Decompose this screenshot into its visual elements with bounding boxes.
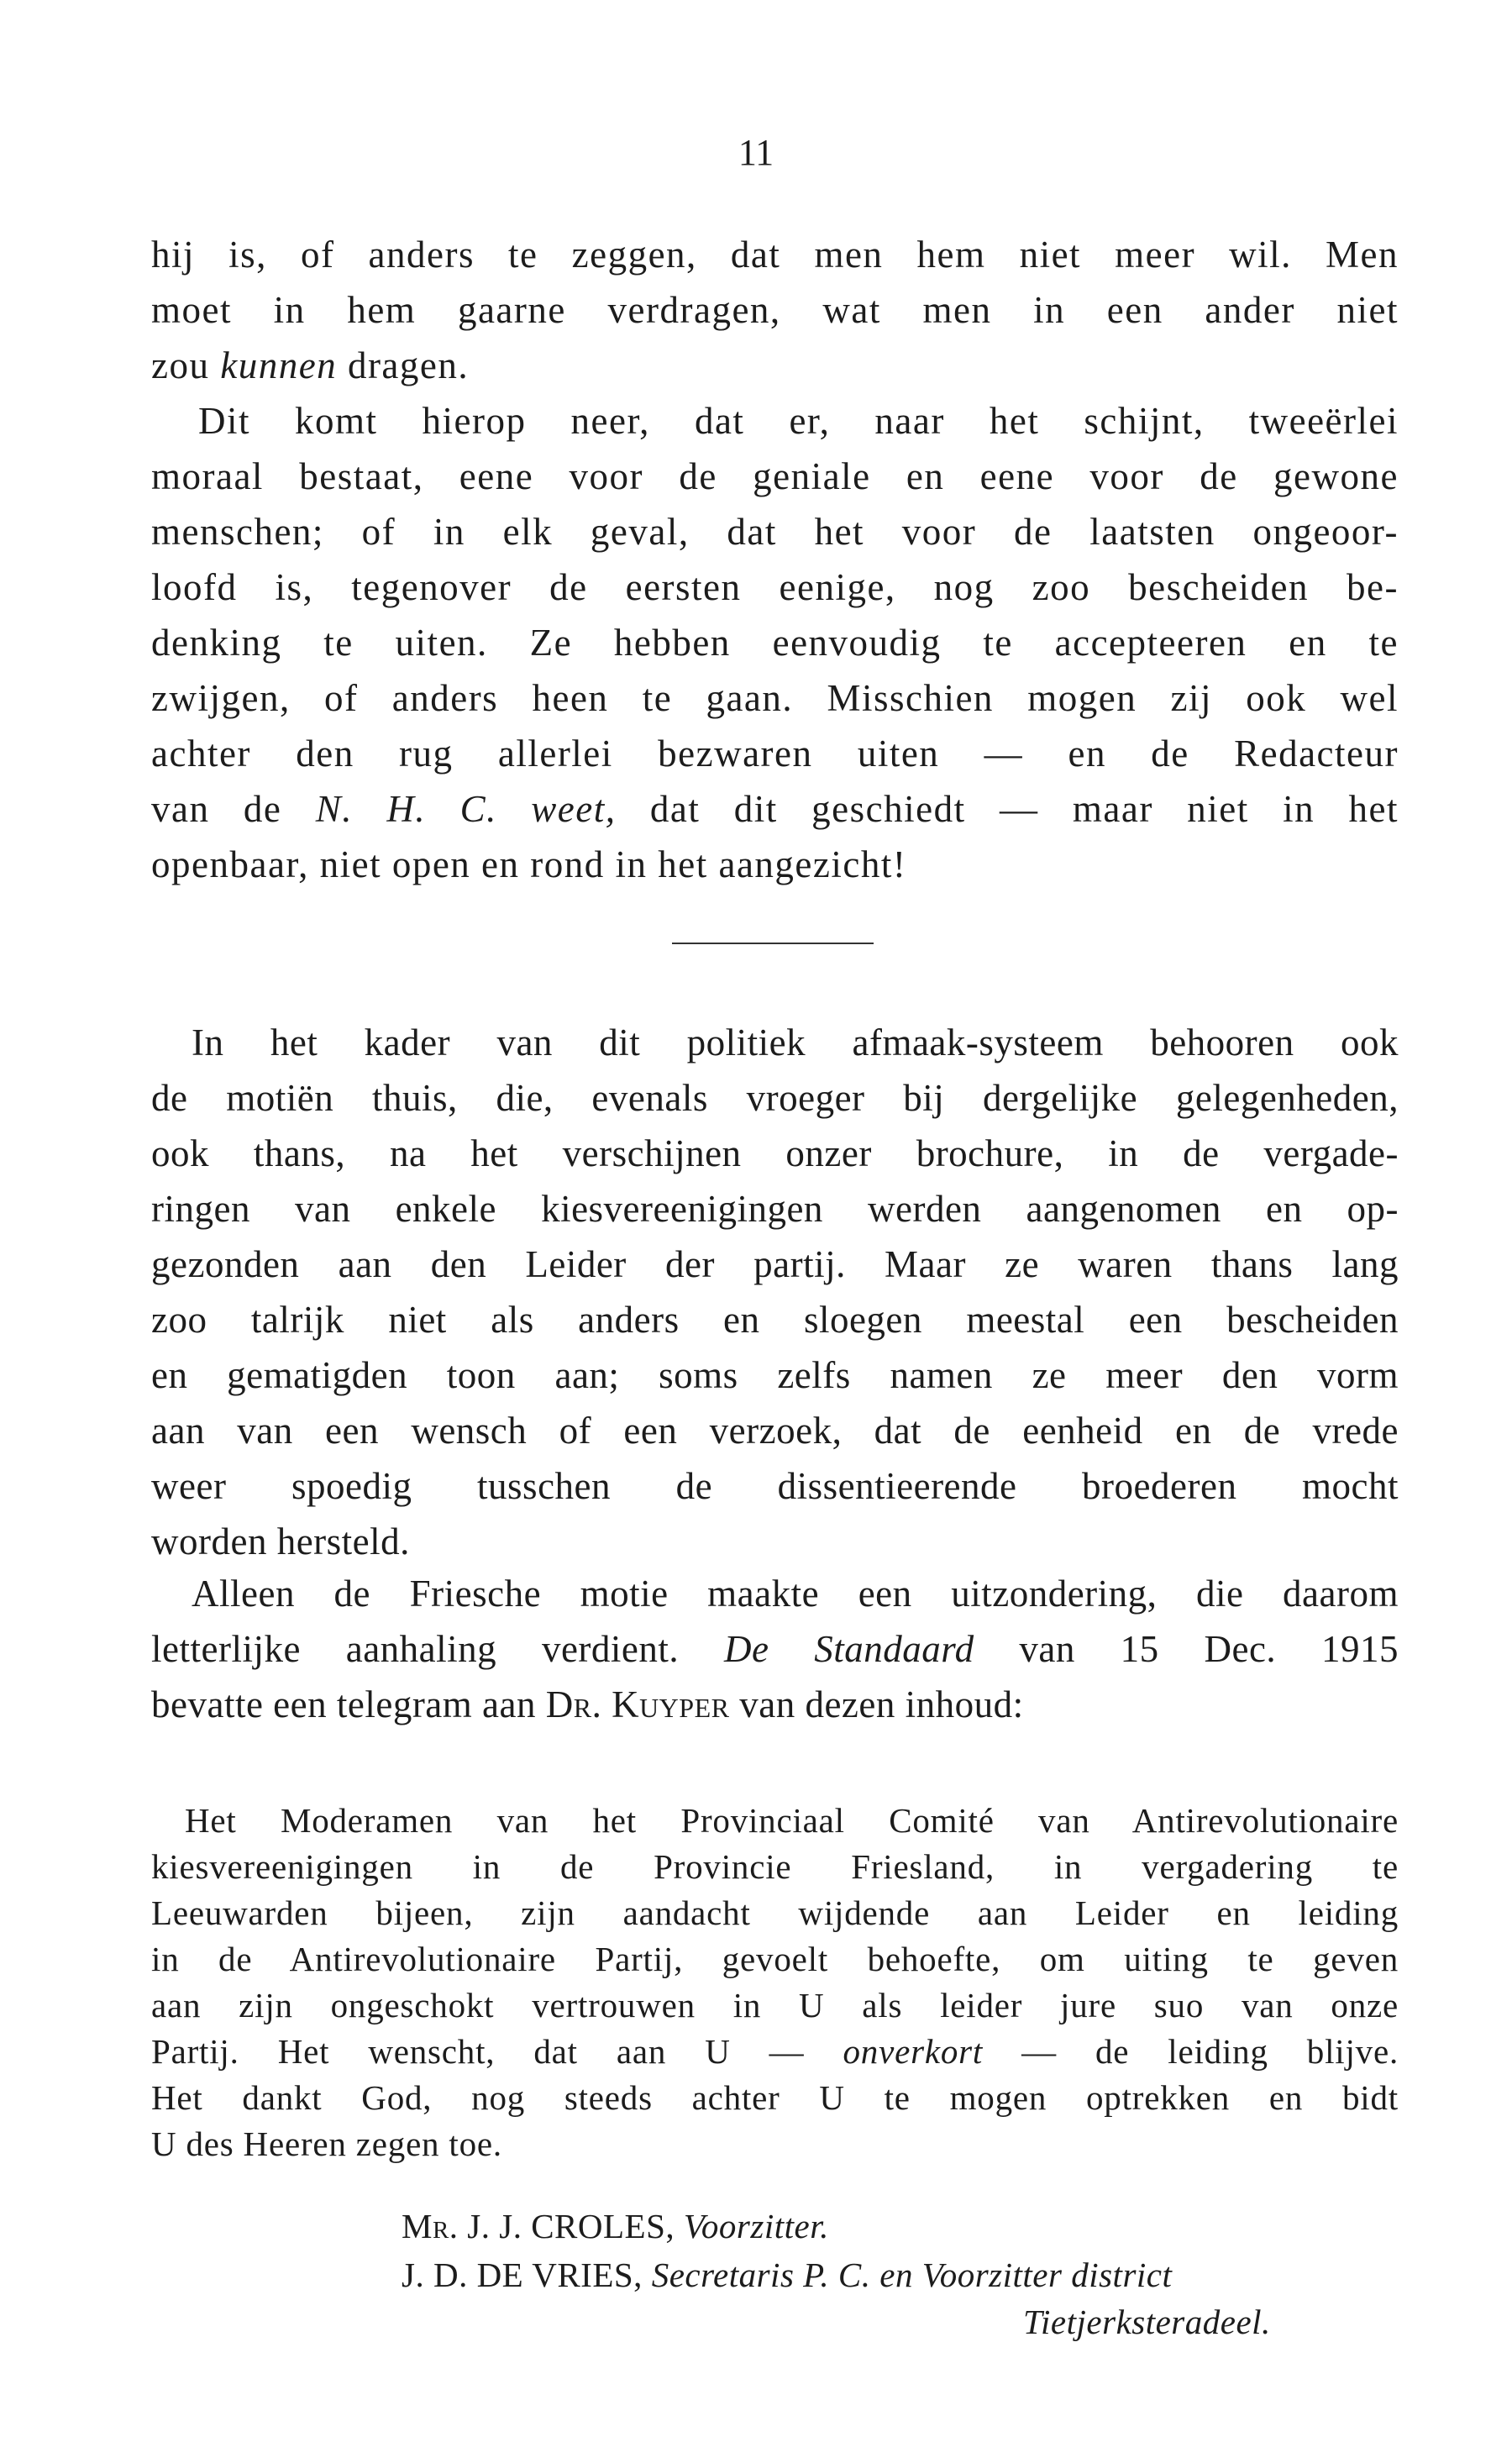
text-line: denking te uiten. Ze hebben eenvoudig te accepteeren en te bbox=[151, 622, 1399, 664]
text-line: menschen; of in elk geval, dat het voor de laatsten ongeoor- bbox=[151, 511, 1399, 553]
text-line: worden hersteld. bbox=[151, 1520, 410, 1562]
paragraph-2 bbox=[151, 393, 1399, 892]
text-line: zwijgen, of anders heen te gaan. Misschien mogen zij ook wel bbox=[151, 677, 1399, 719]
text-line: aan van een wensch of een verzoek, dat de eenheid en de vrede bbox=[151, 1410, 1399, 1452]
text-line: zoo talrijk niet als anders en sloegen meestal een bescheiden bbox=[151, 1299, 1399, 1341]
text-line: moraal bestaat, eene voor de geniale en eene voor de gewone bbox=[151, 455, 1399, 497]
text-line: Het Moderamen van het Provinciaal Comité van Antirevolutionaire bbox=[185, 1801, 1399, 1840]
text-line: weer spoedig tusschen de dissentieerende broederen mocht bbox=[151, 1465, 1399, 1507]
signature-district: Tietjerksteradeel. bbox=[1023, 2303, 1271, 2341]
signature-chairman: Mr. J. J. CROLES, Voorzitter. bbox=[402, 2207, 829, 2245]
text-line: Leeuwarden bijeen, zijn aandacht wijdende aan Leider en leiding bbox=[151, 1893, 1399, 1932]
text-line: letterlijke aanhaling verdient. De Standaard van 15 Dec. 1915 bbox=[151, 1628, 1399, 1670]
text-line: openbaar, niet open en rond in het aangezicht! bbox=[151, 843, 907, 885]
italic-emphasis: De Standaard bbox=[723, 1628, 974, 1670]
text-line: loofd is, tegenover de eersten eenige, nog zoo bescheiden be- bbox=[151, 566, 1399, 608]
text-line: gezonden aan den Leider der partij. Maar ze waren thans lang bbox=[151, 1243, 1399, 1285]
signature-secretary: J. D. DE VRIES, Secretaris P. C. en Voorzitter district bbox=[402, 2256, 1173, 2294]
text-line: moet in hem gaarne verdragen, wat men in een ander niet bbox=[151, 289, 1399, 331]
text-line: Het dankt God, nog steeds achter U te mogen optrekken en bidt bbox=[151, 2078, 1399, 2117]
text-line: Alleen de Friesche motie maakte een uitzondering, die daarom bbox=[192, 1573, 1399, 1615]
text-line: ringen van enkele kiesvereenigingen werden aangenomen en op- bbox=[151, 1188, 1399, 1230]
small-caps-name: Dr. Kuyper bbox=[545, 1683, 730, 1725]
text-line: ook thans, na het verschijnen onzer brochure, in de vergade- bbox=[151, 1132, 1399, 1174]
italic-emphasis: onverkort bbox=[843, 2032, 984, 2071]
text-line: en gematigden toon aan; soms zelfs namen ze meer den vorm bbox=[151, 1354, 1399, 1396]
section-divider bbox=[672, 943, 874, 944]
text-line: aan zijn ongeschokt vertrouwen in U als leider jure suo van onze bbox=[151, 1986, 1399, 2024]
text-line: U des Heeren zegen toe. bbox=[151, 2124, 502, 2163]
paragraph-1 bbox=[151, 227, 1399, 393]
paragraph-3 bbox=[151, 1015, 1399, 1569]
italic-emphasis: N. H. C. weet, bbox=[315, 788, 617, 830]
italic-emphasis: kunnen bbox=[220, 344, 338, 386]
text-line: van de N. H. C. weet, dat dit geschiedt — maar niet in het bbox=[151, 788, 1399, 830]
text-line: Dit komt hierop neer, dat er, naar het schijnt, tweeërlei bbox=[198, 400, 1399, 442]
text-line: bevatte een telegram aan Dr. Kuyper van dezen inhoud: bbox=[151, 1683, 1024, 1725]
paragraph-4 bbox=[151, 1566, 1399, 1732]
quoted-telegram bbox=[151, 1798, 1399, 2167]
text-line: In het kader van dit politiek afmaak-systeem behooren ook bbox=[192, 1021, 1399, 1063]
text-line: kiesvereenigingen in de Provincie Friesland, in vergadering te bbox=[151, 1847, 1399, 1886]
text-line: in de Antirevolutionaire Partij, gevoelt behoefte, om uiting te geven bbox=[151, 1940, 1399, 1978]
text-line: de motiën thuis, die, evenals vroeger bij dergelijke gelegenheden, bbox=[151, 1077, 1399, 1119]
text-line: Partij. Het wenscht, dat aan U — onverkort — de leiding blijve. bbox=[151, 2032, 1399, 2071]
page-number: 11 bbox=[738, 132, 774, 173]
text-line: hij is, of anders te zeggen, dat men hem niet meer wil. Men bbox=[151, 234, 1399, 276]
text-line: achter den rug allerlei bezwaren uiten — en de Redacteur bbox=[151, 733, 1399, 775]
text-line: zou kunnen dragen. bbox=[151, 344, 470, 386]
